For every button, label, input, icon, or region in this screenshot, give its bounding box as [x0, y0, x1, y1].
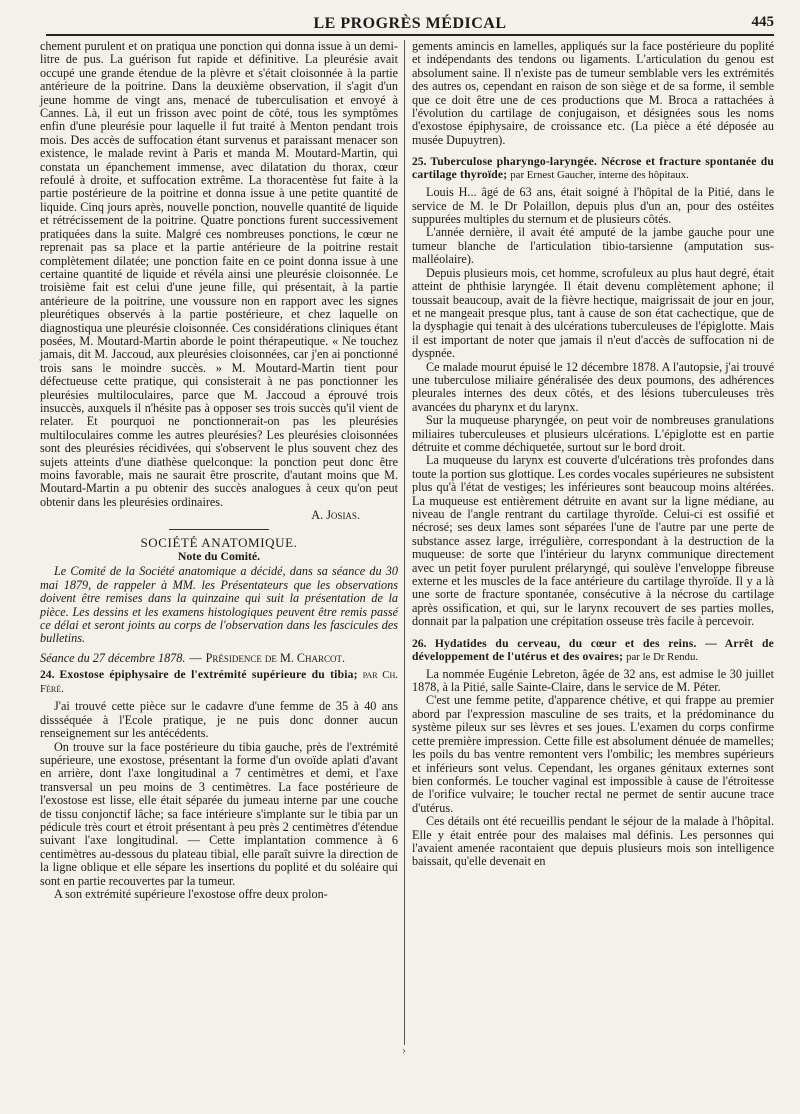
seance-president: Présidence de M. Charcot. [205, 650, 346, 665]
left-column [40, 40, 398, 901]
right-column [412, 40, 774, 869]
article-24-paragraph-2: On trouve sur la face postérieure du tibia gauche, près de l'extrémité supérieure, une exostose, présentant la forme d'un ovoïde aplati d'avant en arrière, dont l'axe longitudinal a 7 centimètres et demi, et l'axe transversal un peu moins de 3 centimètres. La face postérieure de l'exostose est lisse, elle était séparée du jumeau interne par une couche de tissu conjonctif lâche; sa face intérieure s'implante sur le tibia par un pédicule très court et étroit présentant à peu près 2 centimètres d'étendue suivant l'axe longitudinal. — Cette implantation commence à 6 centimètres au-dessous du plateau tibial, elle paraît suivre la direction de la ligne oblique et elle sépare les insertions du poplité et du soléaire qui sont en partie recouvertes par la tumeur. [40, 739, 398, 888]
article-26-paragraph-3: Ces détails ont été recueillis pendant le séjour de la malade à l'hôpital. Elle y était entrée pour des malaises mal définis. Les personnes qui l'avaient amenée racontaient que depuis plusieurs mois son intelligence baissait, qu'elle devenait en [412, 814, 774, 869]
continuation-arrow-icon: › [402, 1046, 406, 1057]
article-25-number: 25. [412, 155, 427, 169]
article-26-title: Hydatides du cerveau, du cœur et des reins. — Arrêt de développement de l'utérus et des ovaires; [412, 636, 774, 663]
signature [40, 509, 360, 522]
signature-text: A. Josias. [311, 508, 360, 523]
section-divider [169, 529, 269, 530]
note-text: Le Comité de la Société anatomique a décidé, dans sa séance du 30 mai 1879, de rappeler à MM. les Présentateurs que les observations doivent être remises dans la quinzaine qui suit la présentation de la pièce. Les dessins et les examens histologiques peuvent être remis passé ce délai et seront joints au corps de l'observation dans les fascicules des bulletins. [40, 564, 398, 646]
article-25-paragraph-1: Louis H... âgé de 63 ans, était soigné à l'hôpital de la Pitié, dans le service de M. le Dr Polaillon, depuis plus d'un an, pour des ostéites suppurées multiples du sternum et de plusieurs côtés. [412, 185, 774, 227]
article-24-paragraph-1: J'ai trouvé cette pièce sur le cadavre d'une femme de 35 à 40 ans dissséquée à l'Ecole pratique, je ne puis donc donner aucun renseignement sur les antécédents. [40, 699, 398, 741]
article-25-heading [412, 155, 774, 182]
article-26-author: par le Dr Rendu. [626, 650, 699, 663]
page-header [46, 12, 774, 36]
article-25-author: par Ernest Gaucher, interne des hôpitaux. [510, 169, 689, 182]
article-26-number: 26. [412, 636, 427, 650]
page-number: 445 [751, 14, 774, 30]
article-25-paragraph-3: Depuis plusieurs mois, cet homme, scrofuleux au plus haut degré, était atteint de phthisie laryngée. Il était devenu complètement aphone; il toussait beaucoup, avait de la fièvre hectique, maigrissait de jour en jour, et ne mangeait presque plus, tant à cause de son état cachectique, que de la dysphagie qui tenait à des ulcérations tuberculeuses de l'épiglotte. Mais il est important de noter que jamais il n'eut d'accès de suffocation ni de dyspnée. [412, 265, 774, 361]
seance-line [40, 652, 398, 665]
column-rule [404, 40, 405, 1045]
article-26-paragraph-2: C'est une femme petite, d'apparence chétive, et qui frappe au premier abord par l'expression masculine de ses traits, et la prédominance du système pileux sur ses lèvres et ses joues. L'examen du corps confirme cette première impression. Cette fille est absolument dénuée de mamelles; les poils du bas ventre remontent vers l'ombilic; les membres supérieurs et inférieurs sont velus. Cependant, les organes génitaux externes sont bien conformés. Le toucher vaginal est impossible à cause de l'étroitesse de l'orifice vulvaire; le toucher rectal ne permet de sentir aucune trace d'utérus. [412, 693, 774, 815]
article-24-heading [40, 668, 398, 696]
journal-title: LE PROGRÈS MÉDICAL [313, 15, 507, 32]
article-25-paragraph-2: L'année dernière, il avait été amputé de la jambe gauche pour une tumeur blanche de l'articulation tibio-tarsienne (amputation sus-malléolaire). [412, 225, 774, 267]
article-26-paragraph-1: La nommée Eugénie Lebreton, âgée de 32 ans, est admise le 30 juillet 1878, à la Pitié, salle Sainte-Claire, dans le service de M. Péter. [412, 666, 774, 695]
article-24-title: Exostose épiphysaire de l'extrémité supérieure du tibia; [59, 668, 358, 682]
article-24-continuation: gements amincis en lamelles, appliqués sur la face postérieure du poplité et indépendants des tendons ou ligaments. L'articulation du genou est absolument saine. Il n'existe pas de tumeur semblable vers les extrémités des autres os, cependant en raison de son siège et de sa forme, il semble que ce doit être une de ces productions que M. Broca a rattachées à l'évolution du cartilage de conjugaison, et désignées sous les noms d'exostose épiphysaire, de croissance etc. (La pièce a été déposée au musée Dupuytren). [412, 39, 774, 147]
article-26-heading [412, 637, 774, 664]
section-title: SOCIÉTÉ ANATOMIQUE. [140, 534, 298, 550]
seance-date: Séance du 27 décembre 1878. [40, 650, 186, 665]
article-24-paragraph-3: A son extrémité supérieure l'exostose offre deux prolon- [54, 886, 328, 901]
article-24-number: 24. [40, 668, 55, 682]
pleuresie-paragraph: chement purulent et on pratiqua une ponction qui donna issue à un demi-litre de pus. La guérison fut rapide et définitive. La pleurésie avait occupé une grande étendue de la plèvre et s'était cloisonnée à la partie antérieure de la poitrine. Dans la deuxième observation, il s'agit d'un jeune homme de vingt ans, menacé de tuberculisation et envoyé à Cannes. Là, il eut un frisson avec point de côté, tous les symptômes enfin d'une pleurésie pour laquelle il fut traité à Menton pendant trois mois. Des accès de suffocation étant survenus et paraissant menacer son existence, le malade revint à Paris et manda M. Moutard-Martin, qui constata un épanchement immense, avec dilatation du thorax, cœur refoulé à droite, et suffocation extrême. La thoracentèse fut faite à la partie postérieure de la poitrine et donna issue à une petite quantité de liquide. Cinq jours après, nouvelle ponction, nouvelle quantité de liquide et rétrécissement de la poitrine. Quatre ponctions furent successivement pratiquées dans la suite. Malgré ces nombreuses ponctions, le cœur ne reprenait pas sa place et la partie antérieure de la poitrine restait complètement dilatée; une ponction faite en ce point donna issue à une certaine quantité de liquide et révéla ainsi une pleurésie cloisonnée. Le troisième fait est celui d'une jeune fille, qui présentait, à la partie antérieure de la poitrine, une voussure non en rapport avec les signes pleurétiques observés à la partie postérieure, et chez laquelle on diagnostiqua une pleurésie cloisonnée. Ces considérations cliniques étant posées, M. Moutard-Martin aborde le point thérapeutique. « Ne touchez jamais, dit M. Jaccoud, aux pleurésies cloisonnées, car j'en ai ponctionné trois sans le moindre succès. » M. Moutard-Martin tient pour défectueuse cette pratique, qui consisterait à ne pas ponctionner les pleurésies multiloculaires, parce que M. Jaccoud a éprouvé trois insuccès, auxquels il n'hésite pas à opposer ses trois succès qu'il vient de relater. Et pourquoi ne ponctionnerait-on pas les pleurésies multiloculaires comme les autres pleurésies? Les pleurésies cloisonnées sont des pleurésies récidivées, qui s'observent le plus souvent chez des sujets atteints d'une diathèse quelconque: la ponction peut donc être moins favorable, mais ne saurait être proscrite, d'autant moins que M. Moutard-Martin a pu obtenir des succès analogues à ceux qu'on peut obtenir dans les pleurésies ordinaires. [40, 39, 398, 509]
article-24-author: par Ch. Féré. [40, 669, 398, 696]
article-25-paragraph-4: Ce malade mourut épuisé le 12 décembre 1878. A l'autopsie, j'ai trouvé une tuberculose miliaire généralisée des deux poumons, des adhérences pleurales internes des deux côtés, et des lésions tuberculeuses très avancées du pharynx et du larynx. [412, 359, 774, 414]
article-25-paragraph-5: Sur la muqueuse pharyngée, on peut voir de nombreuses granulations miliaires tuberculeuses et plusieurs ulcérations. L'épiglotte est en partie détruite et comme déchiquetée, surtout sur le bord droit. [412, 413, 774, 454]
note-title: Note du Comité. [177, 549, 261, 564]
article-25-paragraph-6: La muqueuse du larynx est couverte d'ulcérations très profondes dans toute la portion sus glottique. Les cordes vocales supérieures ne subsistent plus qu'à l'état de vestiges; les inférieures sont beaucoup moins altérées. La muqueuse est entièrement détruite en avant sur la ligne médiane, au niveau de l'angle rentrant du cartilage thyroïde. Celui-ci est ossifié et nécrosé; ses deux lames sont séparées l'une de l'autre par une perte de substance assez large, irrégulière, correspondant à la destruction de la muqueuse: de sorte que l'intérieur du larynx communique directement avec un petit foyer purulent prélaryngé, qui soulève l'enveloppe fibreuse externe et les muscles de la face antérieure du cartilage thyroïde. Il y a là une sorte de fracture spontanée, consécutive à la nécrose du cartilage après ossification, et qui, sur le larynx recouvert de ses parties molles, donnait par la palpation une crépitation osseuse très facile à percevoir. [412, 453, 774, 629]
article-25-title: Tuberculose pharyngo-laryngée. Nécrose et fracture spontanée du cartilage thyroïde; [412, 155, 774, 182]
seance-dash: — [189, 650, 202, 665]
